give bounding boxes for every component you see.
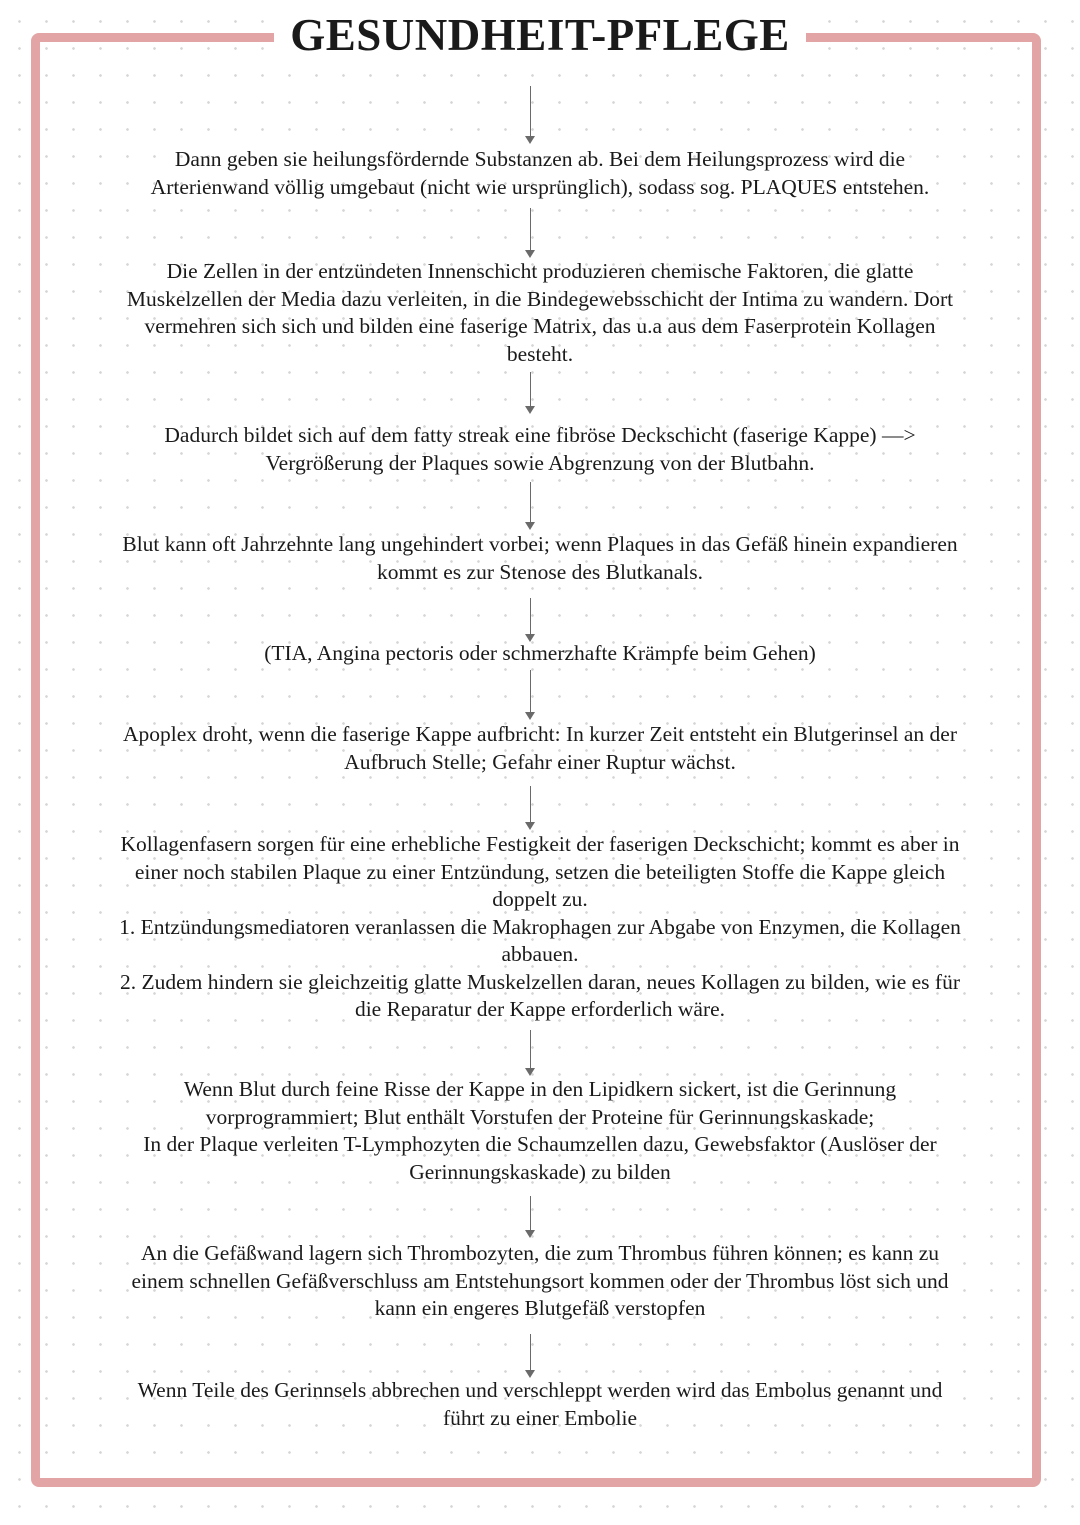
- down-arrow-icon: [526, 372, 536, 414]
- text-line: vorprogrammiert; Blut enthält Vorstufen der Proteine für Gerinnungskaskade;: [205, 1104, 875, 1129]
- text-line: Kollagenfasern sorgen für eine erhebliche Festigkeit der faserigen Deckschicht; kommt es aber in: [120, 832, 960, 856]
- step-gerinnung: [60, 1076, 1020, 1186]
- text-line: die Reparatur der Kappe erforderlich wäre.: [354, 997, 726, 1021]
- down-arrow-icon: [526, 482, 536, 530]
- text-line: 1. Entzündungsmediatoren veranlassen die Makrophagen zur Abgabe von Enzymen, die Kollagen: [119, 914, 961, 939]
- step-symptome: [60, 640, 1020, 668]
- text-line: Dadurch bildet sich auf dem fatty streak eine fibröse Deckschicht (faserige Kappe) —>: [164, 423, 916, 447]
- text-line: Wenn Teile des Gerinnsels abbrechen und verschleppt werden wird das Embolus genannt und: [137, 1378, 943, 1402]
- text-line: abbauen.: [501, 942, 579, 966]
- down-arrow-icon: [526, 598, 536, 642]
- step-heilungsprozess: [60, 146, 1020, 201]
- text-line: 2. Zudem hindern sie gleichzeitig glatte Muskelzellen daran, neues Kollagen zu bilden, wie es für: [119, 969, 960, 994]
- step-stenose: [60, 531, 1020, 586]
- text-line: Vergrößerung der Plaques sowie Abgrenzung von der Blutbahn.: [265, 450, 815, 475]
- text-line: Dann geben sie heilungsfördernde Substanzen ab. Bei dem Heilungsprozess wird die: [174, 147, 906, 171]
- step-embolie: [60, 1377, 1020, 1432]
- step-deckschicht: [60, 422, 1020, 477]
- page-title-text: GESUNDHEIT-PFLEGE: [274, 10, 805, 60]
- text-line: Apoplex droht, wenn die faserige Kappe aufbricht: In kurzer Zeit entsteht ein Blutgerinsel an der: [122, 722, 958, 746]
- step-kollagenfasern: [60, 831, 1020, 1024]
- step-apoplex: [60, 721, 1020, 776]
- text-line: Arterienwand völlig umgebaut (nicht wie ursprünglich), sodass sog. PLAQUES entstehen.: [150, 174, 930, 199]
- step-muskelzellen: [60, 258, 1020, 368]
- text-line: kann ein engeres Blutgefäß verstopfen: [374, 1296, 706, 1320]
- page-title: [0, 8, 1080, 62]
- text-line: Wenn Blut durch feine Risse der Kappe in den Lipidkern sickert, ist die Gerinnung: [183, 1077, 897, 1101]
- text-line: einem schnellen Gefäßverschluss am Entstehungsort kommen oder der Thrombus löst sich und: [131, 1268, 949, 1293]
- text-line: führt zu einer Embolie: [442, 1405, 638, 1430]
- text-line: vermehren sich sich und bilden eine faserige Matrix, das u.a aus dem Faserprotein Kollagen: [144, 314, 936, 338]
- text-line: In der Plaque verleiten T-Lymphozyten die Schaumzellen dazu, Gewebsfaktor (Auslöser der: [143, 1132, 937, 1156]
- down-arrow-icon: [526, 1196, 536, 1238]
- text-line: besteht.: [506, 341, 574, 366]
- text-line: Muskelzellen der Media dazu verleiten, in die Bindegewebsschicht der Intima zu wandern. Dort: [126, 286, 954, 311]
- text-line: Aufbruch Stelle; Gefahr einer Ruptur wächst.: [344, 749, 736, 774]
- text-line: doppelt zu.: [492, 887, 588, 911]
- down-arrow-icon: [526, 1030, 536, 1076]
- text-line: An die Gefäßwand lagern sich Thrombozyten, die zum Thrombus führen können; es kann zu: [140, 1241, 940, 1265]
- down-arrow-icon: [526, 208, 536, 258]
- step-thrombus: [60, 1240, 1020, 1323]
- text-line: Blut kann oft Jahrzehnte lang ungehindert vorbei; wenn Plaques in das Gefäß hinein expandieren: [122, 532, 958, 556]
- text-line: kommt es zur Stenose des Blutkanals.: [376, 559, 704, 584]
- down-arrow-icon: [526, 670, 536, 720]
- text-line: Gerinnungskaskade) zu bilden: [409, 1159, 671, 1184]
- text-line: Die Zellen in der entzündeten Innenschicht produzieren chemische Faktoren, die glatte: [166, 259, 914, 283]
- text-line: einer noch stabilen Plaque zu einer Entzündung, setzen die beteiligten Stoffe die Kappe gleich: [134, 859, 946, 884]
- down-arrow-icon: [526, 86, 536, 144]
- text-line: (TIA, Angina pectoris oder schmerzhafte Krämpfe beim Gehen): [264, 641, 816, 665]
- down-arrow-icon: [526, 786, 536, 830]
- down-arrow-icon: [526, 1334, 536, 1378]
